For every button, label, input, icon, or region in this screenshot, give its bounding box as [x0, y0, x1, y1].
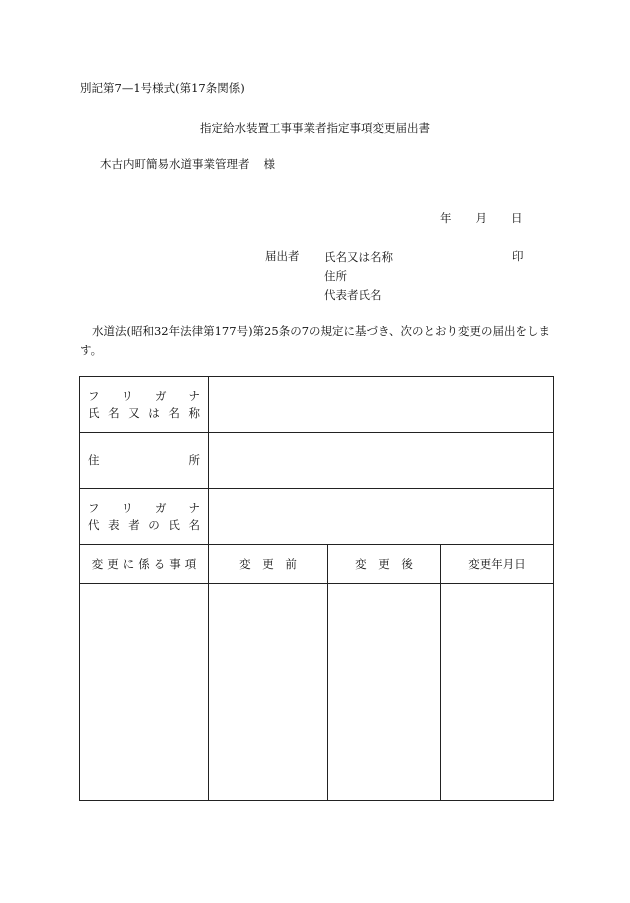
notifier-representative-label: 代表者氏名 [324, 288, 382, 302]
value-item-cell[interactable] [80, 584, 209, 801]
statement: 水道法(昭和32年法律第177号)第25条の7の規定に基づき、次のとおり変更の届出をします。 [80, 324, 551, 357]
addressee-honorific: 様 [263, 157, 275, 171]
label-address-cell [80, 433, 209, 489]
seal-mark: 印 [512, 249, 524, 263]
header-item: 変更に係る事項 [80, 545, 209, 584]
label-representative-cell [80, 489, 209, 545]
date-line [440, 210, 523, 226]
addressee [100, 156, 275, 172]
label-address: 住 所 [88, 453, 200, 467]
furigana-representative: フ リ ガ ナ [88, 500, 200, 515]
header-before: 変 更 前 [209, 545, 328, 584]
notifier-fields [324, 248, 393, 305]
value-name-cell[interactable] [209, 377, 554, 433]
row-representative [80, 489, 554, 545]
value-address-cell[interactable] [209, 433, 554, 489]
addressee-name: 木古内町簡易水道事業管理者 [100, 157, 250, 171]
label-name: 氏 名 又 は 名 称 [88, 405, 200, 420]
day-label: 日 [511, 211, 523, 225]
notifier-label: 届出者 [265, 249, 300, 263]
value-representative-cell[interactable] [209, 489, 554, 545]
row-change-details [80, 584, 554, 801]
document-title: 指定給水装置工事事業者指定事項変更届出書 [200, 121, 430, 135]
change-form-table [79, 376, 554, 801]
header-date: 変更年月日 [441, 545, 554, 584]
label-name-cell [80, 377, 209, 433]
year-label: 年 [440, 211, 452, 225]
value-after-cell[interactable] [328, 584, 441, 801]
notifier-address-label: 住所 [324, 269, 347, 283]
label-representative: 代 表 者 の 氏 名 [88, 517, 200, 532]
notifier-name-label: 氏名又は名称 [324, 250, 393, 264]
row-headers [80, 545, 554, 584]
header-after: 変 更 後 [328, 545, 441, 584]
furigana-name: フ リ ガ ナ [88, 388, 200, 403]
row-name [80, 377, 554, 433]
form-number: 別記第7—1号様式(第17条関係) [80, 81, 245, 95]
month-label: 月 [475, 211, 487, 225]
value-date-cell[interactable] [441, 584, 554, 801]
row-address [80, 433, 554, 489]
value-before-cell[interactable] [209, 584, 328, 801]
